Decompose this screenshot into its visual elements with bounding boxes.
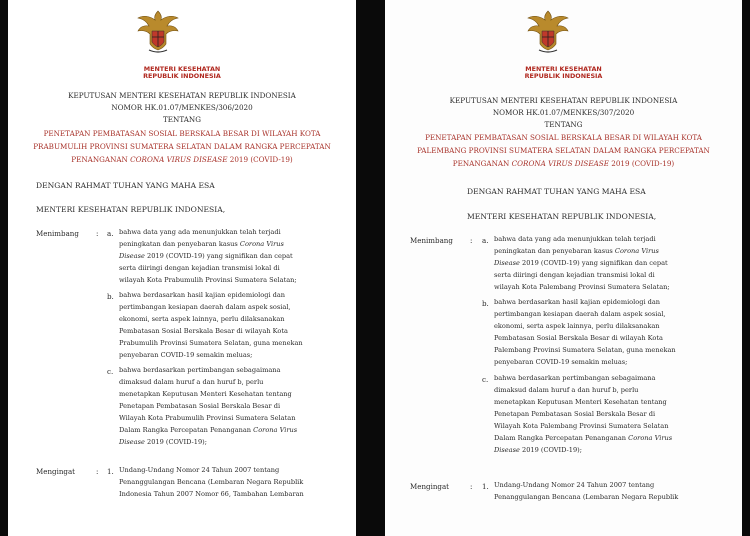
item-marker: a. [482,236,489,245]
considering-item-c: bahwa berdasarkan pertimbangan sebagaimana dimaksud dalam huruf a dan huruf b, perlu menetapkan Keputusan Menteri Kesehatan tentang Penetapan Pembatasan Sosial Berskala Besar di Wilayah Kota Prabumulih Provinsi Sumatera Selatan Dalam Rangka Percepatan Penanganan Corona Virus Disease 2019 (COVID-19); [119,366,298,446]
subject-line-3: PENANGANAN CORONA VIRUS DISEASE 2019 (COVID-19) [452,159,675,168]
ministry-letterhead [8,66,356,80]
considering-item-b: bahwa berdasarkan hasil kajian epidemiologi dan pertimbangan kesiapan daerah dalam aspek sosial, ekonomi, serta aspek lainnya, perlu dilaksanakan Pembatasan Sosial Berskala Besar di wilayah Kota Prabumulih Provinsi Sumatera Selatan, guna menekan penyebaran COVID-19 semakin meluas; [119,291,303,359]
colon: : [96,467,99,476]
grace-formula: DENGAN RAHMAT TUHAN YANG MAHA ESA [467,187,646,196]
considering-item-b: bahwa berdasarkan hasil kajian epidemiologi dan pertimbangan kesiapan daerah dalam aspek sosial, ekonomi, serta aspek lainnya, perlu dilaksanakan Pembatasan Sosial Berskala Besar di wilayah Kota Palembang Provinsi Sumatera Selatan, guna menekan penyebaran COVID-19 semakin meluas; [494,298,676,366]
garuda-emblem-icon [135,9,181,55]
garuda-emblem-icon [525,9,571,55]
subject-line-1: PENETAPAN PEMBATASAN SOSIAL BERSKALA BESAR DI WILAYAH KOTA [43,129,321,138]
decree-number: NOMOR HK.01.07/MENKES/306/2020 [111,103,253,112]
decree-page-palembang [385,0,742,536]
item-marker: a. [107,229,114,238]
decree-page-prabumulih [8,0,356,536]
considering-label: Menimbang [36,229,79,238]
recalling-label: Mengingat [36,467,76,476]
item-marker: c. [107,367,114,376]
decree-title: KEPUTUSAN MENTERI KESEHATAN REPUBLIK INDONESIA [68,91,296,100]
recalling-label: Mengingat [410,482,450,491]
colon: : [470,236,473,245]
item-marker: b. [482,299,489,308]
subject-line-2: PALEMBANG PROVINSI SUMATERA SELATAN DALAM RANGKA PERCEPATAN [417,146,710,155]
about-heading: TENTANG [544,120,583,129]
recalling-item-1: Undang-Undang Nomor 24 Tahun 2007 tentang Penanggulangan Bencana (Lembaran Negara Republik [494,481,679,501]
ministry-line-1: MENTERI KESEHATAN [525,65,602,73]
considering-item-a: bahwa data yang ada menunjukkan telah terjadi peningkatan dan penyebaran kasus Corona Virus Disease 2019 (COVID-19) yang signifikan dan cepat serta diiringi dengan kejadian transmisi lokal di wilayah Kota Palembang Provinsi Sumatera Selatan; [494,235,670,291]
considering-item-c: bahwa berdasarkan pertimbangan sebagaimana dimaksud dalam huruf a dan huruf b, perlu menetapkan Keputusan Menteri Kesehatan tentang Penetapan Pembatasan Sosial Berskala Besar di Wilayah Kota Palembang Provinsi Sumatera Selatan Dalam Rangka Percepatan Penanganan Corona Virus Disease 2019 (COVID-19); [494,374,673,454]
grace-formula: DENGAN RAHMAT TUHAN YANG MAHA ESA [36,181,215,190]
considering-label: Menimbang [410,236,453,245]
decree-title: KEPUTUSAN MENTERI KESEHATAN REPUBLIK INDONESIA [449,96,678,105]
item-marker: 1. [482,482,489,491]
item-marker: 1. [107,467,114,476]
ministry-line-1: MENTERI KESEHATAN [143,65,221,73]
about-heading: TENTANG [163,115,201,124]
subject-line-1: PENETAPAN PEMBATASAN SOSIAL BERSKALA BESAR DI WILAYAH KOTA [425,133,702,142]
colon: : [96,229,99,238]
item-marker: c. [482,375,489,384]
item-marker: b. [107,292,114,301]
subject-line-3: PENANGANAN CORONA VIRUS DISEASE 2019 (COVID-19) [71,155,293,164]
subject-line-2: PRABUMULIH PROVINSI SUMATERA SELATAN DALAM RANGKA PERCEPATAN [33,142,331,151]
ministry-line-2: REPUBLIK INDONESIA [524,72,603,81]
recalling-item-1: Undang-Undang Nomor 24 Tahun 2007 tentang Penanggulangan Bencana (Lembaran Negara Republik Indonesia Tahun 2007 Nomor 66, Tambahan Lembaran [119,466,304,498]
decree-number: NOMOR HK.01.07/MENKES/307/2020 [492,108,635,117]
colon: : [470,482,473,491]
minister-formula: MENTERI KESEHATAN REPUBLIK INDONESIA, [467,212,657,221]
ministry-line-2: REPUBLIK INDONESIA [143,72,221,81]
considering-item-a: bahwa data yang ada menunjukkan telah terjadi peningkatan dan penyebaran kasus Corona Virus Disease 2019 (COVID-19) yang signifikan dan cepat serta diiringi dengan kejadian transmisi lokal di wilayah Kota Prabumulih Provinsi Sumatera Selatan; [119,228,297,284]
minister-formula: MENTERI KESEHATAN REPUBLIK INDONESIA, [36,205,226,214]
ministry-letterhead [385,66,742,80]
